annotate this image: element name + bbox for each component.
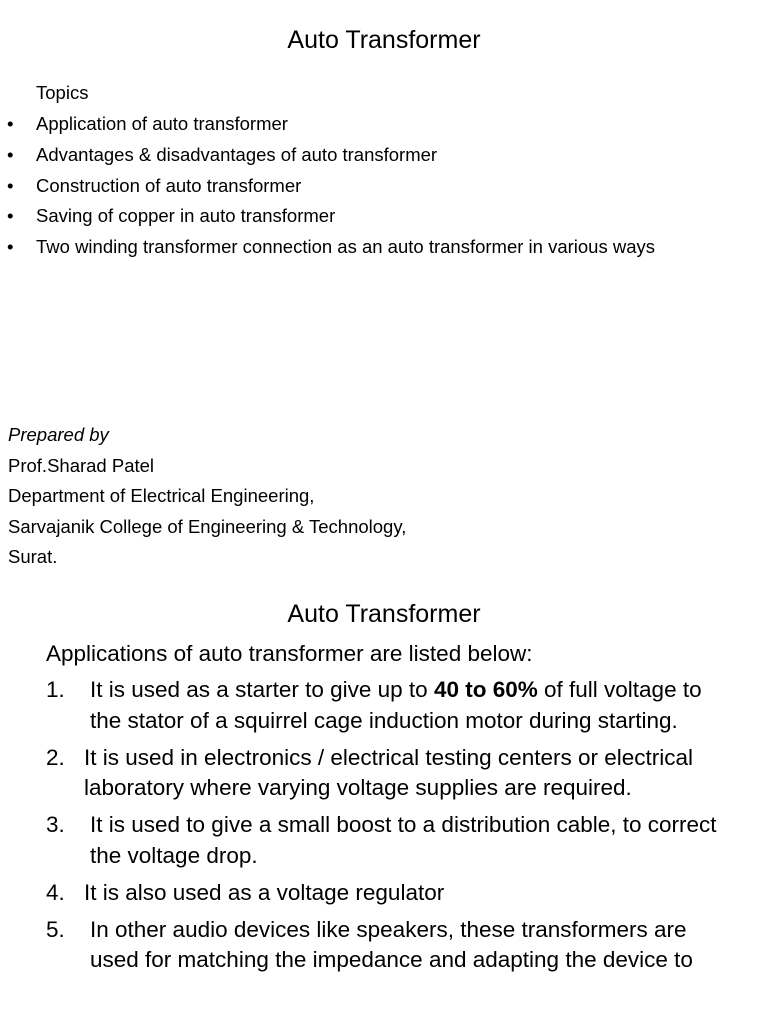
author-credits [8,420,406,573]
list-item [0,236,655,267]
topic-text: Saving of copper in auto transformer [36,205,336,227]
item-text-bold: 40 to 60% [433,677,538,702]
bullet-icon: • [7,143,14,165]
slide-title: Auto Transformer [287,600,481,628]
item-text: It is used to give a small boost to a distribution cable, to correct the voltage drop. [90,812,717,868]
topic-text: Advantages & disadvantages of auto transformer [36,143,438,165]
topic-text: Application of auto transformer [36,113,288,134]
slide-title: Auto Transformer [287,26,481,54]
bullet-icon: • [7,236,14,258]
list-item [0,113,655,144]
list-item [46,743,736,805]
item-text-end: of full voltage to the stator of a squirrel cage induction motor during starting. [90,677,702,733]
topic-text: Two winding transformer connection as an auto transformer in various ways [36,236,656,258]
list-item [0,175,655,206]
prepared-by-label: Prepared by [8,424,109,445]
item-number: 4. [46,879,65,905]
list-item [0,205,655,236]
topics-heading: Topics [36,82,89,103]
bullet-icon: • [7,113,14,134]
list-item [46,915,736,977]
list-item [46,878,736,909]
item-number: 2. [46,744,65,770]
list-item [46,810,736,872]
slide-applications [0,586,768,1024]
college-name: Sarvajanik College of Engineering & Technology, [8,515,407,537]
author-name: Prof.Sharad Patel [8,454,155,476]
applications-list [46,675,736,982]
topic-text: Construction of auto transformer [36,174,302,196]
item-text-start: It is used as a starter to give up to [90,677,434,702]
item-text [84,675,736,737]
item-text: It is also used as a voltage regulator [84,879,445,905]
item-text: In other audio devices like speakers, these transformers are used for matching the impedance and adapting the device to [90,916,693,973]
item-text: It is used in electronics / electrical testing centers or electrical laboratory where varying voltage supplies are required. [84,744,694,801]
item-number: 5. [46,916,65,942]
city-name: Surat. [8,546,58,567]
list-item [0,144,655,175]
topic-list [0,113,655,267]
intro-text: Applications of auto transformer are listed below: [46,641,533,666]
bullet-icon: • [7,174,14,196]
item-number: 3. [46,812,65,838]
department-name: Department of Electrical Engineering, [8,485,315,506]
list-item [46,675,736,737]
bullet-icon: • [7,205,14,227]
item-number: 1. [46,677,65,702]
